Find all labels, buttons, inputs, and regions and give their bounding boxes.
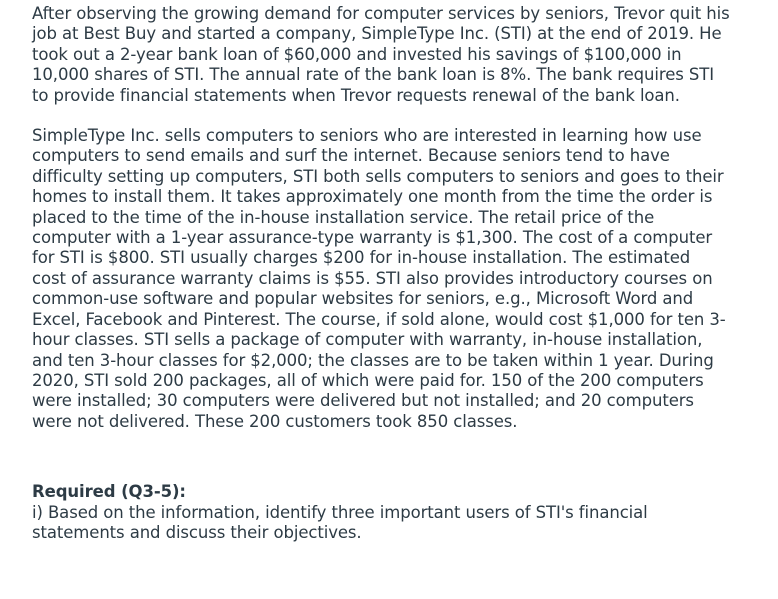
required-item xyxy=(32,503,758,544)
required-heading: Required (Q3-5): xyxy=(32,482,186,502)
text-line: to provide financial statements when Trevor requests renewal of the bank loan. xyxy=(32,85,680,105)
text-line: cost of assurance warranty claims is $55. STI also provides introductory courses on xyxy=(32,268,713,288)
text-line: for STI is $800. STI usually charges $200 for in-house installation. The estimated xyxy=(32,248,691,268)
text-line: and ten 3-hour classes for $2,000; the classes are to be taken within 1 year. During xyxy=(32,350,714,370)
text-line: job at Best Buy and started a company, SimpleType Inc. (STI) at the end of 2019. He xyxy=(32,24,722,44)
document-body xyxy=(32,4,758,543)
text-line: computer with a 1-year assurance-type warranty is $1,300. The cost of a computer xyxy=(32,228,713,248)
text-line: i) Based on the information, identify three important users of STI's financial xyxy=(32,502,648,522)
text-line: Excel, Facebook and Pinterest. The course, if sold alone, would cost $1,000 for ten 3- xyxy=(32,309,726,329)
text-line: were installed; 30 computers were delivered but not installed; and 20 computers xyxy=(32,391,694,411)
text-line: took out a 2-year bank loan of $60,000 and invested his savings of $100,000 in xyxy=(32,44,682,64)
text-line: After observing the growing demand for computer services by seniors, Trevor quit his xyxy=(32,4,730,23)
text-line: common-use software and popular websites for seniors, e.g., Microsoft Word and xyxy=(32,289,694,309)
text-line: difficulty setting up computers, STI both sells computers to seniors and goes to their xyxy=(32,166,724,186)
text-line: homes to install them. It takes approximately one month from the time the order is xyxy=(32,187,713,207)
text-line: SimpleType Inc. sells computers to seniors who are interested in learning how use xyxy=(32,126,702,146)
text-line: hour classes. STI sells a package of computer with warranty, in-house installation, xyxy=(32,330,703,350)
text-line: 10,000 shares of STI. The annual rate of the bank loan is 8%. The bank requires STI xyxy=(32,65,715,85)
text-line: were not delivered. These 200 customers took 850 classes. xyxy=(32,411,518,431)
paragraph-company-background xyxy=(32,4,758,106)
text-line: statements and discuss their objectives. xyxy=(32,522,362,542)
text-line: 2020, STI sold 200 packages, all of which were paid for. 150 of the 200 computers xyxy=(32,370,704,390)
paragraph-business-details xyxy=(32,126,758,432)
text-line: computers to send emails and surf the internet. Because seniors tend to have xyxy=(32,146,670,166)
text-line: placed to the time of the in-house installation service. The retail price of the xyxy=(32,207,655,227)
